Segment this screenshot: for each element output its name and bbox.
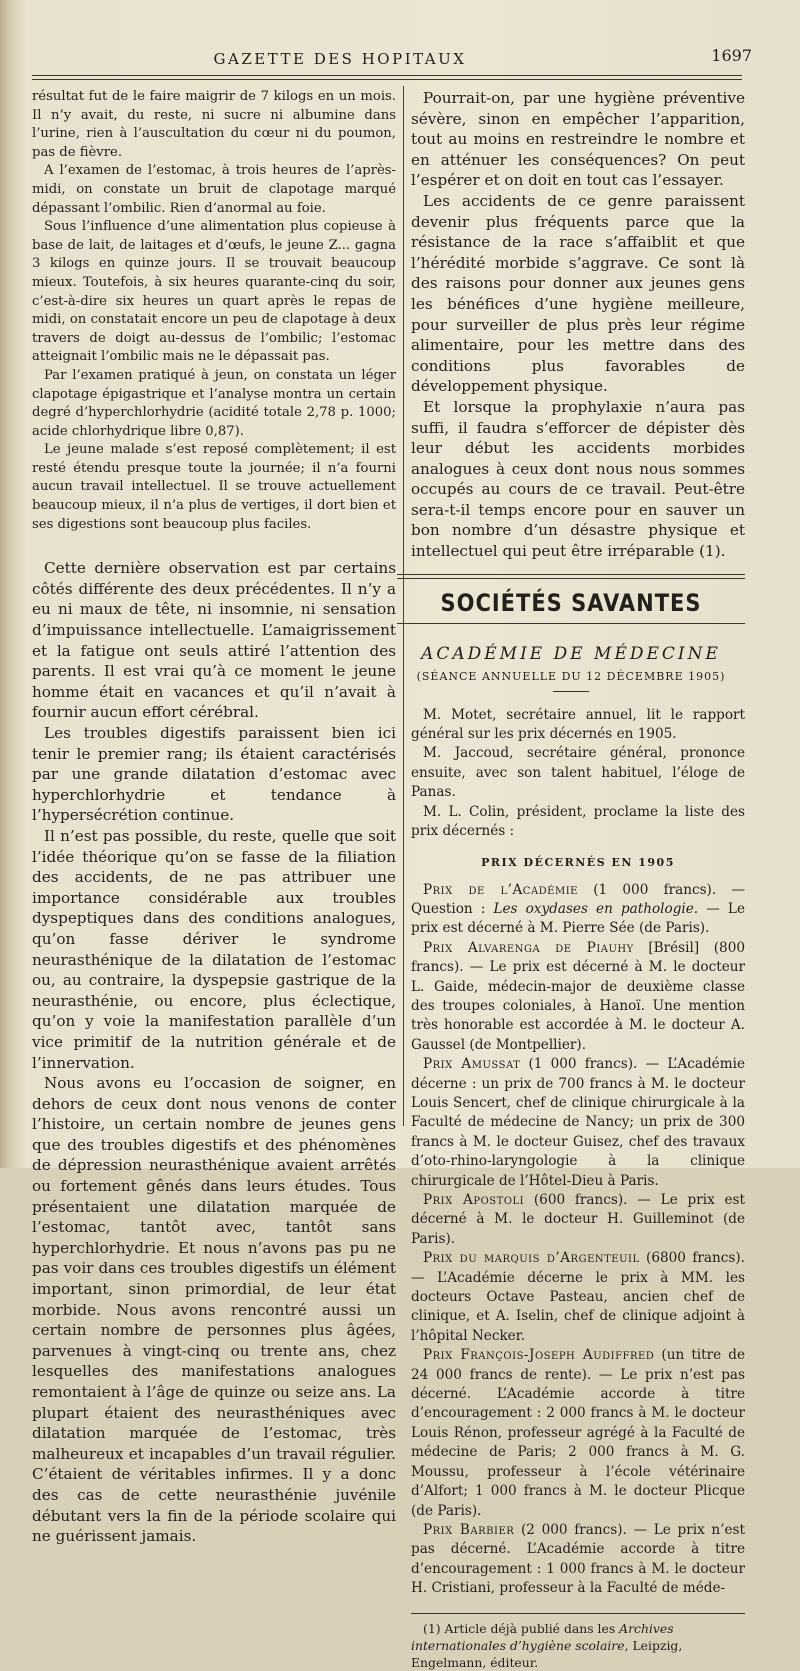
- section-gap: [32, 534, 396, 558]
- case-paragraph: Le jeune malade s’est reposé complètement; il est resté étendu presque toute la journée; il n’a fourni aucun travail intellectuel. Il se trouve actuellement beaucoup mieux, il n’a plus de vertiges, il dort bien et ses digestions sont beaucoup plus faciles.: [32, 442, 396, 532]
- page-number: 1697: [711, 46, 752, 65]
- prize-entry: [397, 1191, 745, 1249]
- left-column: [32, 88, 396, 1547]
- footnote: [397, 1620, 745, 1671]
- prize-name: Prix du marquis d’Argenteuil: [423, 1250, 640, 1267]
- header-rule-thin: [32, 79, 742, 80]
- section-rule: [397, 574, 745, 575]
- prize-entry: [397, 1249, 745, 1346]
- footnote-rule: [411, 1613, 745, 1614]
- case-paragraph: résultat fut de le faire maigrir de 7 kilogs en un mois. Il n’y avait, du reste, ni sucre ni albumine dans l’urine, rien à l’auscultation du cœur ni du poumon, pas de fièvre.: [32, 89, 396, 160]
- prize-question: Les oxydases en pathologie.: [493, 900, 699, 917]
- prize-entry: [397, 939, 745, 1055]
- footnote-text: (1) Article déjà publié dans les: [423, 1620, 620, 1636]
- intro-paragraph: M. Jaccoud, secrétaire général, prononce ensuite, avec son talent habituel, l’éloge de Panas.: [411, 745, 745, 801]
- case-paragraph: A l’examen de l’estomac, à trois heures de l’après-midi, on constate un bruit de clapotage marqué dépassant l’ombilic. Rien d’anormal au foie.: [32, 163, 396, 216]
- prize-name: Prix Barbier: [423, 1521, 515, 1538]
- session-line: (SÉANCE ANNUELLE DU 12 DÉCEMBRE 1905): [416, 669, 726, 683]
- prize-entry: [397, 1055, 745, 1191]
- prize-name: Prix Alvarenga de Piauhy: [423, 939, 634, 956]
- body-paragraph: Il n’est pas possible, du reste, quelle que soit l’idée théorique qu’on se fasse de la filiation des accidents, de ne pas attribuer une importance considérable aux troubles dyspeptiques dans des conditions analogues, qu’on fasse dériver le syndrome neurasthénique de la dilatation de l’estomac ou, au contraire, la dyspepsie gastrique de la neurasthénie, ou encore, plus éclectique, qu’on y voie la manifestation parallèle d’un vice primitif de la nutrition générale et de l’innervation.: [32, 826, 396, 1072]
- prize-name: Prix de l’Académie: [423, 881, 578, 898]
- prize-text: — Le prix est décerné à M. Pierre Sée (de Paris).: [411, 900, 745, 937]
- prize-name: Prix Amussat: [423, 1056, 521, 1073]
- section-title-rule: [397, 623, 745, 624]
- case-paragraph: Sous l’influence d’une alimentation plus copieuse à base de lait, de laitages et d’œufs, le jeune Z... gagna 3 kilogs en quinze jours. Il se trouvait beaucoup mieux. Toutefois, à six heures quarante-cinq du soir, c’est-à-dire six heures un quart après le repas de midi, on constatait encore un peu de clapotage à deux travers de doigt au-dessus de l’ombilic; l’estomac atteignait l’ombilic mais ne le dépassait pas.: [32, 219, 396, 365]
- body-paragraph: Les troubles digestifs paraissent bien ici tenir le premier rang; ils étaient caractérisés par une grande dilatation d’estomac avec hyperchlorhydrie et tendance à l’hypersécrétion continue.: [32, 724, 396, 825]
- prize-entry: [397, 881, 745, 939]
- prize-text: (600 francs). — Le prix est décerné à M. le docteur H. Guilleminot (de Paris).: [411, 1192, 745, 1247]
- footnote-text: , Leipzig, Engelmann, éditeur.: [411, 1637, 683, 1670]
- prize-text: (2 000 francs). — Le prix n’est pas décerné. L’Académie accorde à titre d’encouragement : 1 000 francs à M. le docteur H. Cristiani, professeur à la Faculté de méde-: [411, 1521, 745, 1597]
- footnote-journal: Archives internationales d’hygiène scolaire: [411, 1620, 674, 1653]
- prize-entry: [397, 1346, 745, 1521]
- body-paragraph: Les accidents de ce genre paraissent devenir plus fréquents parce que la résistance de la race s’affaiblit et que l’hérédité morbide s’aggrave. Ce sont là des raisons pour donner aux jeunes gens les bénéfices d’une hygiène meilleure, pour surveiller de plus près leur régime alimentaire, pour les mettre dans des conditions plus favorables de développement physique.: [411, 191, 745, 396]
- intro-paragraph: M. Motet, secrétaire annuel, lit le rapport général sur les prix décernés en 1905.: [411, 706, 745, 743]
- section-rule-thin: [397, 578, 745, 579]
- short-rule: [553, 691, 589, 692]
- prizes-heading: PRIX DÉCERNÉS EN 1905: [481, 855, 675, 869]
- header-rule: [32, 75, 742, 76]
- section-title: SOCIÉTÉS SAVANTES: [440, 588, 702, 617]
- running-head: [0, 46, 800, 72]
- prize-name: Prix François-Joseph Audiffred: [423, 1347, 655, 1364]
- intro-paragraph: M. L. Colin, président, proclame la liste des prix décernés :: [411, 803, 745, 840]
- prize-text: (6800 francs). — L’Académie décerne le prix à MM. les docteurs Octave Pasteau, ancien chef de clinique, et A. Iselin, chef de clinique adjoint à l’hôpital Necker.: [411, 1250, 745, 1344]
- right-column: [397, 88, 745, 1671]
- body-paragraph: Cette dernière observation est par certains côtés différente des deux précédentes. Il n’y a eu ni maux de tête, ni insomnie, ni sensation d’impuissance intellectuelle. L’amaigrissement et la fatigue ont seuls attiré l’attention des parents. Il est vrai qu’à ce moment le jeune homme était en vacances et qu’il n’avait à fournir aucun effort cérébral.: [32, 559, 396, 722]
- academy-title: ACADÉMIE DE MÉDECINE: [421, 643, 721, 664]
- case-paragraph: Par l’examen pratiqué à jeun, on constata un léger clapotage épigastrique et l’analyse montra un certain degré d’hyperchlorhydrie (acidité totale 2,78 p. 1000; acide chlorhydrique libre 0,87).: [32, 367, 396, 439]
- journal-title: GAZETTE DES HOPITAUX: [213, 50, 467, 68]
- body-paragraph: Nous avons eu l’occasion de soigner, en dehors de ceux dont nous venons de conter l’histoire, un certain nombre de jeunes gens que des troubles digestifs et des phénomènes de dépression neurasthénique avaient arrêtés ou fortement gênés dans leurs études. Tous présentaient une dilatation marquée de l’estomac, tantôt avec, tantôt sans hyperchlorhydrie. Et nous n’avons pas pu ne pas voir dans ces troubles digestifs un élément important, sinon primordial, de leur état morbide. Nous avons rencontré aussi un certain nombre de personnes plus âgées, parvenues à vingt-cinq ou trente ans, chez lesquelles des manifestations analogues remontaient à l’âge de quinze ou seize ans. La plupart étaient des neurasthéniques avec dilatation marquée de l’estomac, très malheureux et incapables d’un travail régulier. C’étaient de véritables infirmes. Il y a donc des cas de cette neurasthénie juvénile débutant vers la fin de la période scolaire qui ne guérissent jamais.: [32, 1074, 396, 1546]
- prize-text: (1 000 francs). — Question :: [411, 881, 745, 917]
- prize-text: (1 000 francs). — L’Académie décerne : un prix de 700 francs à M. le docteur Louis Sencert, chef de clinique chirurgicale à la Faculté de médecine de Nancy; un prix de 300 francs à M. le docteur Guisez, chef des travaux d’oto-rhino-laryngologie à la clinique chirurgicale de l’Hôtel-Dieu à Paris.: [411, 1056, 745, 1189]
- prize-text: [Brésil] (800 francs). — Le prix est décerné à M. le docteur L. Gaide, médecin-major de deuxième classe des troupes coloniales, à Hanoï. Une mention très honorable est accordée à M. le docteur A. Gaussel (de Montpellier).: [411, 939, 746, 1053]
- body-paragraph: Pourrait-on, par une hygiène préventive sévère, sinon en empêcher l’apparition, tout au moins en restreindre le nombre et en atténuer les conséquences? On peut l’espérer et on doit en tout cas l’essayer.: [411, 89, 745, 190]
- prize-text: (un titre de 24 000 francs de rente). — Le prix n’est pas décerné. L’Académie accorde à titre d’encouragement : 2 000 francs à M. le docteur Louis Rénon, professeur agrégé à la Faculté de médecine de Paris; 2 000 francs à M. G. Moussu, professeur à l’école vétérinaire d’Alfort; 1 000 francs à M. le docteur Plicque (de Paris).: [411, 1347, 745, 1519]
- body-paragraph: Et lorsque la prophylaxie n’aura pas suffi, il faudra s’efforcer de dépister dès leur début les accidents morbides analogues à ceux dont nous nous sommes occupés au cours de ce travail. Peut-être sera-t-il temps encore pour en sauver un bon nombre d’un désastre physique et intellectuel qui peut être irréparable (1).: [411, 397, 745, 561]
- prize-entry: [397, 1521, 745, 1599]
- prize-name: Prix Apostoli: [423, 1192, 525, 1208]
